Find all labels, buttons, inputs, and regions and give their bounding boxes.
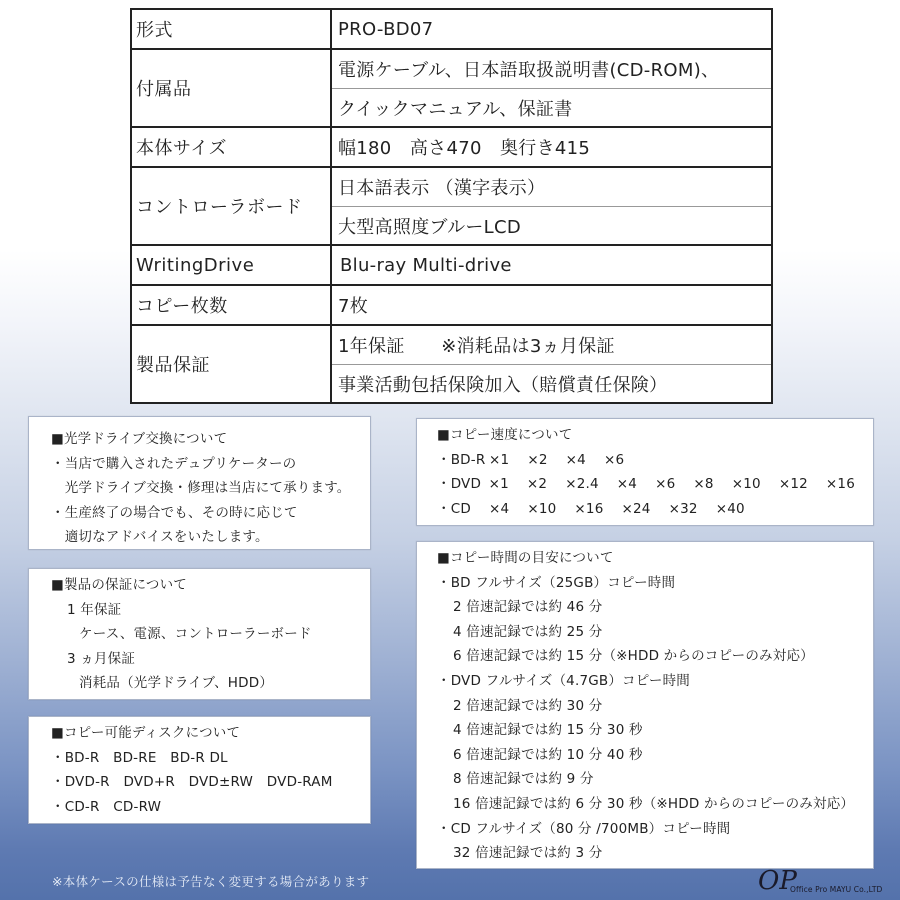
box-line: ・生産終了の場合でも、その時に応じて — [51, 504, 298, 521]
time-group-heading: ・DVD フルサイズ（4.7GB）コピー時間 — [437, 672, 691, 689]
spec-row-copies — [132, 286, 771, 326]
speed-value: ×4 — [616, 476, 638, 493]
speed-row-bd — [437, 448, 873, 473]
company-name: Office Pro MAYU Co.,LTD — [790, 885, 883, 894]
speed-kind: ・BD-R — [437, 451, 486, 468]
spec-label: 付属品 — [132, 50, 332, 126]
spec-label: 製品保証 — [132, 326, 332, 402]
box-title: ■コピー可能ディスクについて — [51, 725, 241, 741]
spec-row-drive — [132, 246, 771, 286]
speed-value: ×10 — [731, 476, 761, 493]
spec-value: 日本語表示 （漢字表示） — [338, 178, 546, 199]
spec-label: コピー枚数 — [132, 286, 332, 324]
time-line: 8 倍速記録では約 9 分 — [453, 771, 594, 788]
speed-value: ×32 — [668, 500, 698, 517]
speed-value: ×12 — [778, 476, 808, 493]
speed-kind: ・CD — [437, 500, 471, 517]
time-line: 2 倍速記録では約 30 分 — [453, 697, 603, 714]
company-logo — [758, 868, 898, 898]
box-line: 光学ドライブ交換・修理は当店にて承ります。 — [51, 480, 351, 497]
time-group-heading: ・CD フルサイズ（80 分 /700MB）コピー時間 — [437, 820, 731, 837]
box-title: ■コピー速度について — [437, 427, 573, 443]
warranty-detail: 消耗品（光学ドライブ、HDD） — [79, 675, 274, 692]
speed-value: ×40 — [715, 500, 745, 517]
copy-time-box — [416, 541, 874, 869]
copy-speed-box — [416, 418, 874, 526]
warranty-heading: 3 ヵ月保証 — [67, 650, 136, 667]
spec-value: 1年保証 ※消耗品は3ヵ月保証 — [338, 336, 615, 357]
speed-value: ×2.4 — [565, 476, 599, 493]
drive-exchange-box — [28, 416, 371, 550]
spec-row-model — [132, 10, 771, 50]
speed-value: ×8 — [693, 476, 714, 493]
speed-value: ×16 — [574, 500, 604, 517]
box-title: ■光学ドライブ交換について — [51, 431, 228, 447]
spec-value: 事業活動包括保険加入（賠償責任保険） — [332, 364, 771, 402]
spec-table — [130, 8, 773, 404]
box-line: ・当店で購入されたデュプリケーターの — [51, 455, 297, 472]
box-line: ・CD-R CD-RW — [51, 798, 162, 815]
spec-value: 幅180 高さ470 奥行き415 — [338, 138, 591, 159]
spec-label: 本体サイズ — [132, 128, 332, 166]
warranty-heading: 1 年保証 — [67, 601, 122, 618]
speed-value: ×24 — [621, 500, 651, 517]
spec-value: Blu-ray Multi-drive — [340, 254, 512, 276]
copyable-discs-box — [28, 716, 371, 824]
speed-value: ×10 — [527, 500, 557, 517]
speed-kind: ・DVD — [437, 476, 482, 493]
box-line: ・BD-R BD-RE BD-R DL — [51, 749, 228, 766]
speed-value: ×4 — [565, 451, 586, 468]
spec-row-controller — [132, 168, 771, 246]
speed-value: ×6 — [603, 451, 625, 468]
spec-row-warranty — [132, 326, 771, 402]
logo-mark-icon: OP — [758, 866, 797, 896]
time-line: 2 倍速記録では約 46 分 — [453, 599, 603, 616]
speed-row-dvd — [437, 472, 873, 497]
time-line: 6 倍速記録では約 15 分（※HDD からのコピーのみ対応） — [453, 648, 814, 665]
time-line: 4 倍速記録では約 25 分 — [453, 623, 603, 640]
speed-value: ×2 — [527, 451, 548, 468]
spec-value: 電源ケーブル、日本語取扱説明書(CD-ROM)、 — [338, 60, 720, 81]
box-line: 適切なアドバイスをいたします。 — [51, 529, 269, 546]
spec-row-size — [132, 128, 771, 168]
speed-row-cd — [437, 497, 873, 522]
spec-label: コントローラボード — [132, 168, 332, 244]
warranty-box — [28, 568, 371, 700]
time-line: 4 倍速記録では約 15 分 30 秒 — [453, 722, 643, 739]
time-line: 32 倍速記録では約 3 分 — [453, 845, 603, 862]
warranty-detail: ケース、電源、コントローラーボード — [79, 626, 312, 643]
box-title: ■製品の保証について — [51, 577, 187, 593]
time-line: 6 倍速記録では約 10 分 40 秒 — [453, 746, 643, 763]
spec-value: 大型高照度ブルーLCD — [332, 206, 771, 244]
spec-value: 7枚 — [338, 296, 369, 317]
speed-value: ×16 — [825, 476, 855, 493]
spec-row-accessories — [132, 50, 771, 128]
speed-value: ×6 — [655, 476, 676, 493]
time-group-heading: ・BD フルサイズ（25GB）コピー時間 — [437, 574, 676, 591]
speed-value: ×2 — [526, 476, 548, 493]
spec-value: PRO-BD07 — [338, 18, 434, 40]
spec-label: WritingDrive — [132, 246, 332, 284]
speed-value: ×4 — [489, 500, 510, 517]
time-line: 16 倍速記録では約 6 分 30 秒（※HDD からのコピーのみ対応） — [453, 795, 855, 812]
box-line: ・DVD-R DVD+R DVD±RW DVD-RAM — [51, 774, 333, 791]
speed-value: ×1 — [488, 476, 509, 493]
spec-label: 形式 — [132, 10, 332, 48]
speed-value: ×1 — [489, 451, 510, 468]
footer-note: ※本体ケースの仕様は予告なく変更する場合があります — [52, 874, 370, 889]
box-title: ■コピー時間の目安について — [437, 550, 614, 566]
spec-value: クイックマニュアル、保証書 — [332, 88, 771, 126]
